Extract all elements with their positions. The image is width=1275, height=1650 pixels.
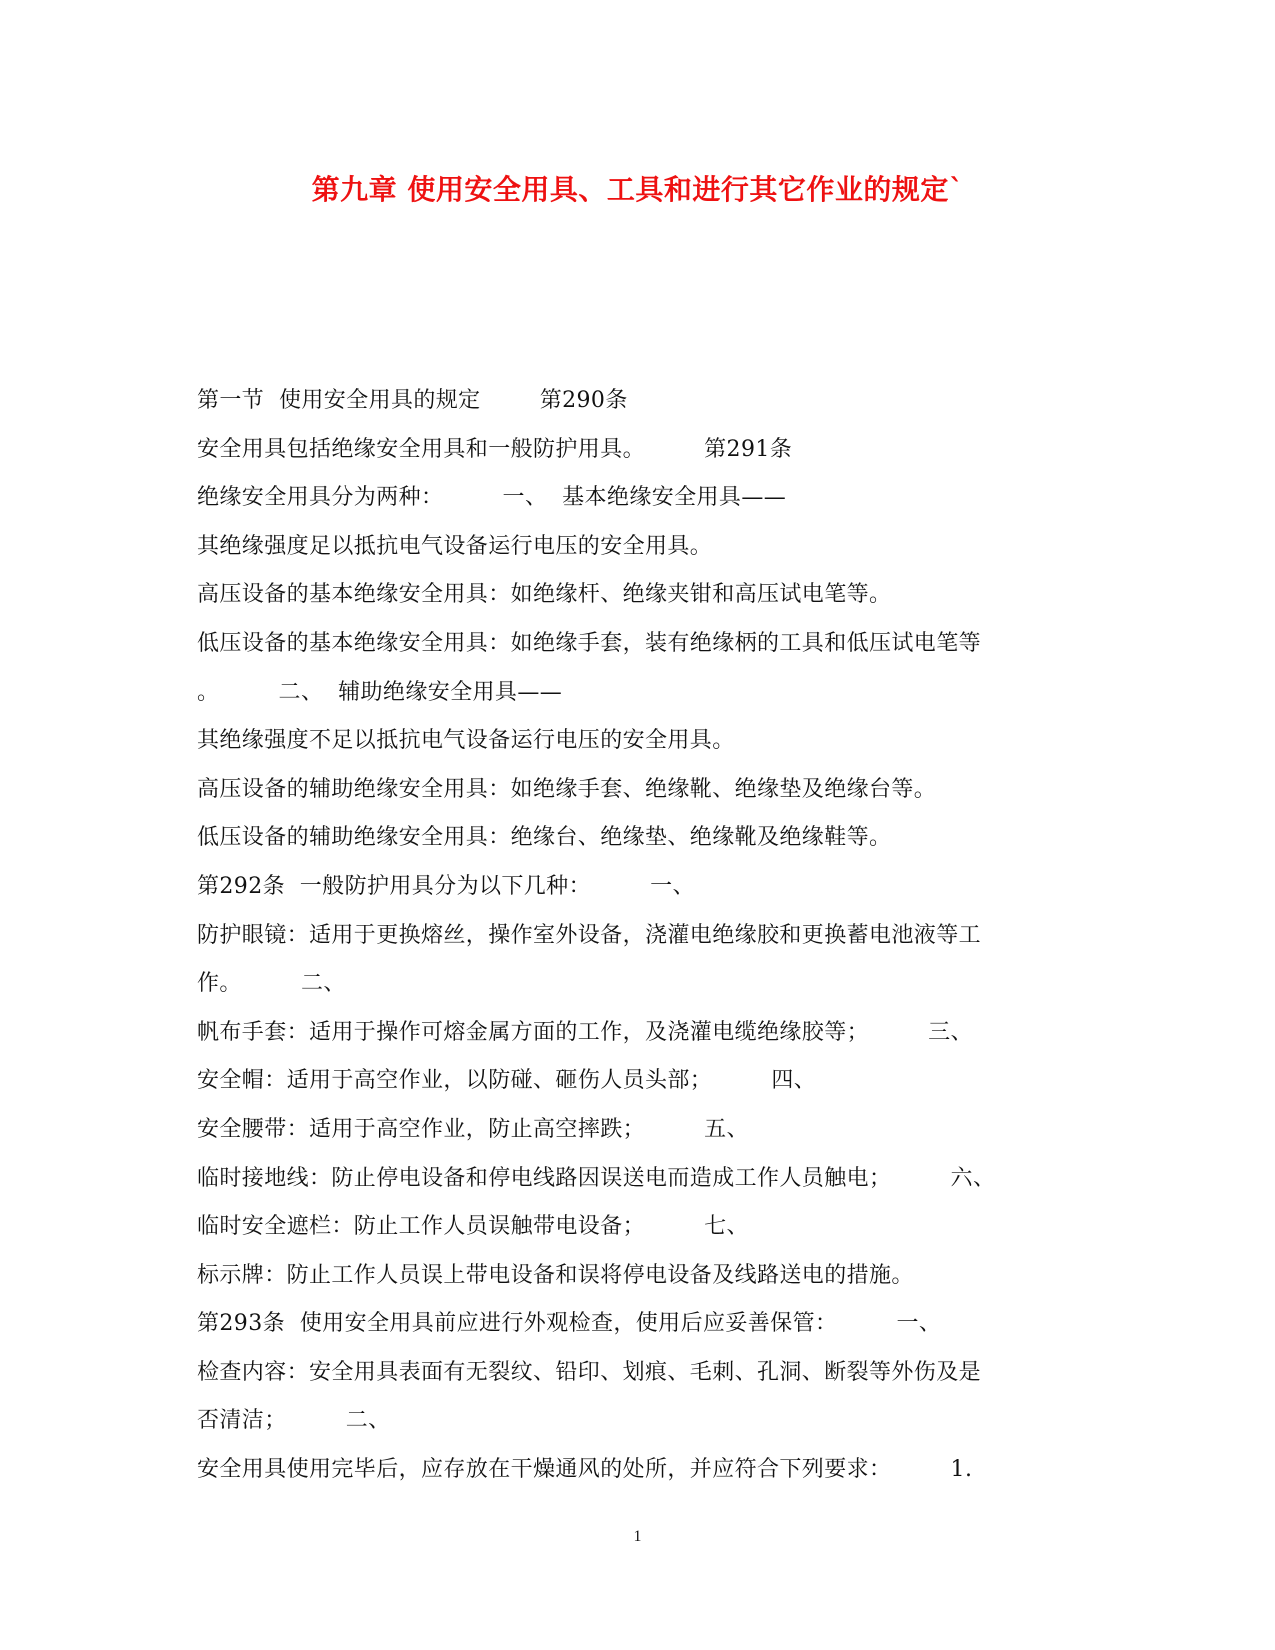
text-line: 标示牌：防止工作人员误上带电设备和误将停电设备及线路送电的措施。 — [197, 1262, 914, 1288]
text-line: 安全用具使用完毕后，应存放在干燥通风的处所，并应符合下列要求： 1. — [197, 1457, 973, 1483]
text-line: 否清洁； 二、 — [197, 1408, 391, 1434]
text-line: 第293条 使用安全用具前应进行外观检查，使用后应妥善保管： 一、 — [197, 1311, 942, 1337]
text-line: 。 二、 辅助绝缘安全用具—— — [197, 679, 563, 705]
text-line: 高压设备的基本绝缘安全用具：如绝缘杆、绝缘夹钳和高压试电笔等。 — [197, 582, 892, 608]
text-line: 防护眼镜：适用于更换熔丝，操作室外设备，浇灌电绝缘胶和更换蓄电池液等工 — [197, 922, 982, 948]
text-line: 第292条 一般防护用具分为以下几种： 一、 — [197, 873, 695, 899]
text-line: 第一节 使用安全用具的规定 第290条 — [197, 388, 628, 413]
text-line: 高压设备的辅助绝缘安全用具：如绝缘手套、绝缘靴、绝缘垫及绝缘台等。 — [197, 776, 937, 802]
text-line: 低压设备的辅助绝缘安全用具：绝缘台、绝缘垫、绝缘靴及绝缘鞋等。 — [197, 825, 892, 851]
text-line: 检查内容：安全用具表面有无裂纹、铅印、划痕、毛刺、孔洞、断裂等外伤及是 — [197, 1359, 982, 1385]
text-line: 绝缘安全用具分为两种： 一、 基本绝缘安全用具—— — [197, 485, 787, 511]
text-line: 安全帽：适用于高空作业，以防碰、砸伤人员头部； 四、 — [197, 1068, 817, 1094]
text-line: 安全用具包括绝缘安全用具和一般防护用具。 第291条 — [197, 436, 793, 462]
text-line: 安全腰带：适用于高空作业，防止高空摔跌； 五、 — [197, 1116, 749, 1142]
text-line: 作。 二、 — [197, 971, 346, 997]
page-number: 1 — [633, 1528, 642, 1545]
text-line: 其绝缘强度不足以抵抗电气设备运行电压的安全用具。 — [197, 728, 735, 754]
text-line: 临时接地线：防止停电设备和停电线路因误送电而造成工作人员触电； 六、 — [197, 1165, 996, 1191]
text-line: 其绝缘强度足以抵抗电气设备运行电压的安全用具。 — [197, 533, 713, 559]
text-line: 低压设备的基本绝缘安全用具：如绝缘手套，装有绝缘柄的工具和低压试电笔等 — [197, 630, 982, 656]
document-title: 第九章 使用安全用具、工具和进行其它作业的规定` — [311, 173, 964, 206]
text-line: 临时安全遮栏：防止工作人员误触带电设备； 七、 — [197, 1214, 749, 1240]
document-body — [197, 377, 1077, 1495]
text-line: 帆布手套：适用于操作可熔金属方面的工作，及浇灌电缆绝缘胶等； 三、 — [197, 1019, 973, 1045]
